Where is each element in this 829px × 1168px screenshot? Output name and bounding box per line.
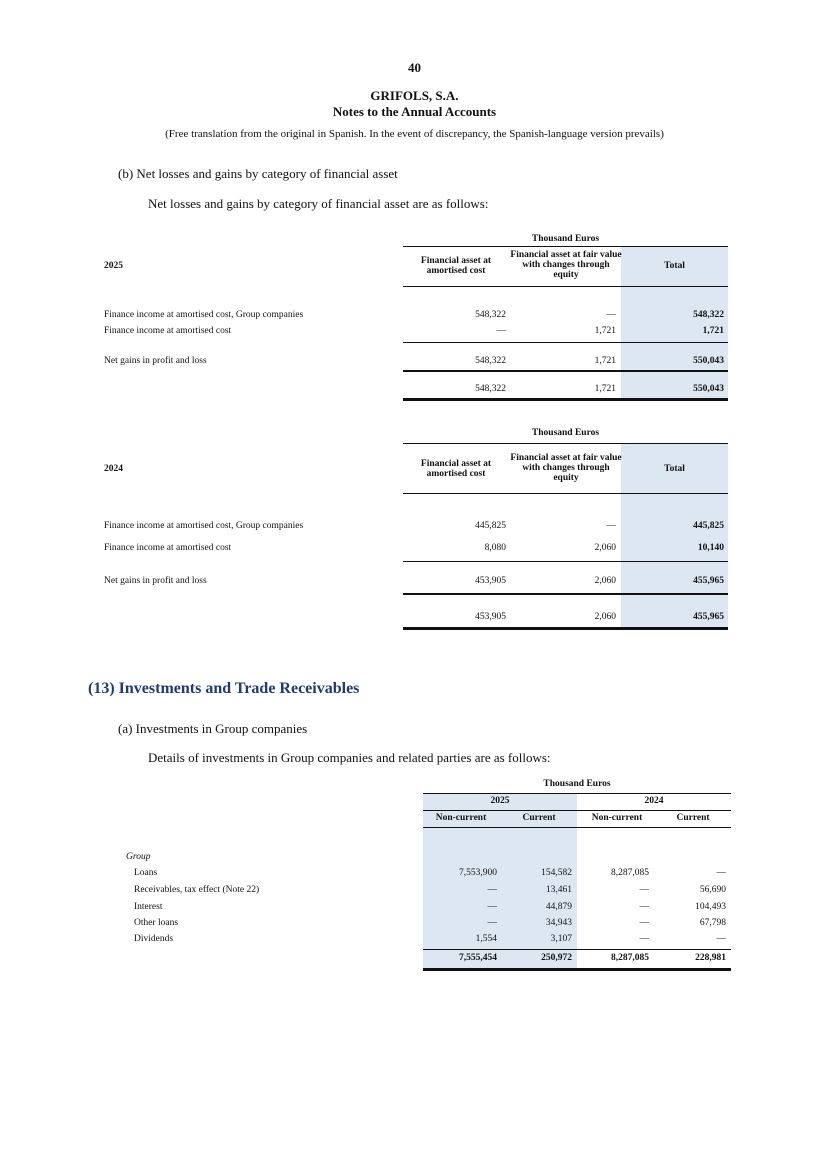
unit-label: Thousand Euros (531, 428, 600, 438)
total-cell: 548,322 (475, 384, 506, 394)
rule (403, 561, 728, 562)
rule (403, 246, 728, 247)
unit-label: Thousand Euros (531, 234, 600, 244)
cell: — (487, 918, 497, 928)
noncurrent-2024-header: Non-current (591, 813, 643, 823)
cell: — (639, 918, 649, 928)
col-fair-value-header: Financial asset at fair value with changes through equity (510, 453, 622, 483)
cell: — (639, 934, 649, 944)
col-amortised-cost-header: Financial asset at amortised cost (420, 256, 492, 276)
section-13a-intro: Details of investments in Group companies and related parties are as follows: (148, 750, 551, 765)
total-cell: 228,981 (695, 953, 726, 963)
cell: 3,107 (550, 934, 572, 944)
rule (403, 443, 728, 444)
row-label: Finance income at amortised cost (104, 326, 232, 336)
cell: — (487, 885, 497, 895)
total-cell: 2,060 (594, 612, 616, 622)
cell: — (716, 934, 726, 944)
cell: — (606, 521, 616, 531)
section-13-title: (13) Investments and Trade Receivables (88, 680, 360, 697)
col-total-header: Total (664, 464, 685, 474)
total-cell: 7,555,454 (459, 953, 497, 963)
rule (423, 949, 731, 950)
rule (403, 342, 728, 343)
unit-label: Thousand Euros (543, 779, 611, 789)
rule (423, 793, 731, 794)
total-cell: 455,965 (693, 612, 724, 622)
rule (403, 493, 728, 494)
cell: 453,905 (475, 576, 506, 586)
total-cell: 1,721 (594, 384, 616, 394)
cell: 445,825 (475, 521, 506, 531)
section-13a-heading: (a) Investments in Group companies (118, 721, 308, 736)
cell: 154,582 (541, 868, 572, 878)
rule (403, 370, 728, 372)
row-label: Net gains in profit and loss (104, 576, 207, 586)
total-cell: 550,043 (693, 384, 724, 394)
cell: 104,493 (695, 902, 726, 912)
cell: 13,461 (545, 885, 572, 895)
col-amortised-cost-header: Financial asset at amortised cost (420, 459, 492, 479)
row-label: Receivables, tax effect (Note 22) (134, 885, 260, 895)
cell: 8,287,085 (611, 868, 649, 878)
cell: 2,060 (594, 543, 616, 553)
year-label: 2025 (104, 261, 123, 271)
cell: 548,322 (475, 310, 506, 320)
rule (423, 810, 731, 811)
cell: 548,322 (475, 356, 506, 366)
cell: 1,721 (594, 326, 616, 336)
cell: — (606, 310, 616, 320)
cell: 455,965 (693, 576, 724, 586)
row-label: Loans (134, 868, 158, 878)
cell: 550,043 (693, 356, 724, 366)
cell: — (639, 902, 649, 912)
year-2025-header: 2025 (490, 796, 510, 806)
rule (403, 398, 728, 401)
cell: 67,798 (699, 918, 726, 928)
current-2024-header: Current (676, 813, 710, 823)
section-b-intro: Net losses and gains by category of financial asset are as follows: (148, 196, 489, 211)
total-cell: 8,287,085 (611, 953, 649, 963)
row-label: Finance income at amortised cost, Group companies (104, 521, 304, 531)
cell: — (639, 885, 649, 895)
total-cell: 250,972 (541, 953, 572, 963)
row-label: Dividends (134, 934, 174, 944)
noncurrent-2025-header: Non-current (435, 813, 487, 823)
cell: 56,690 (699, 885, 726, 895)
total-cell: 453,905 (475, 612, 506, 622)
cell: 7,553,900 (459, 868, 497, 878)
rule (403, 286, 728, 287)
year-label: 2024 (104, 464, 123, 474)
rule (403, 627, 728, 630)
group-label: Group (126, 852, 151, 862)
current-2025-header: Current (522, 813, 556, 823)
document-title: Notes to the Annual Accounts (332, 104, 497, 119)
cell: — (716, 868, 726, 878)
year-2024-header: 2024 (644, 796, 664, 806)
cell: 44,879 (545, 902, 572, 912)
col-total-header: Total (664, 261, 685, 271)
row-label: Finance income at amortised cost, Group companies (104, 310, 304, 320)
section-b-heading: (b) Net losses and gains by category of financial asset (118, 166, 398, 181)
rule (423, 968, 731, 971)
cell: 8,080 (484, 543, 506, 553)
cell: — (496, 326, 506, 336)
cell: 1,721 (594, 356, 616, 366)
cell: 34,943 (545, 918, 572, 928)
rule (403, 593, 728, 595)
row-label: Finance income at amortised cost (104, 543, 232, 553)
col-fair-value-header: Financial asset at fair value with changes through equity (510, 250, 622, 280)
row-label: Interest (134, 902, 163, 912)
cell: 2,060 (594, 576, 616, 586)
page-number: 40 (408, 60, 421, 75)
rule (423, 827, 731, 828)
cell: 1,554 (475, 934, 497, 944)
row-label: Net gains in profit and loss (104, 356, 207, 366)
row-label: Other loans (134, 918, 179, 928)
cell: 10,140 (697, 543, 724, 553)
cell: 445,825 (693, 521, 724, 531)
cell: 1,721 (702, 326, 724, 336)
translation-note: (Free translation from the original in Spanish. In the event of discrepancy, the Spanish-language version prevails) (165, 128, 664, 140)
cell: 548,322 (693, 310, 724, 320)
company-name: GRIFOLS, S.A. (370, 88, 459, 103)
cell: — (487, 902, 497, 912)
